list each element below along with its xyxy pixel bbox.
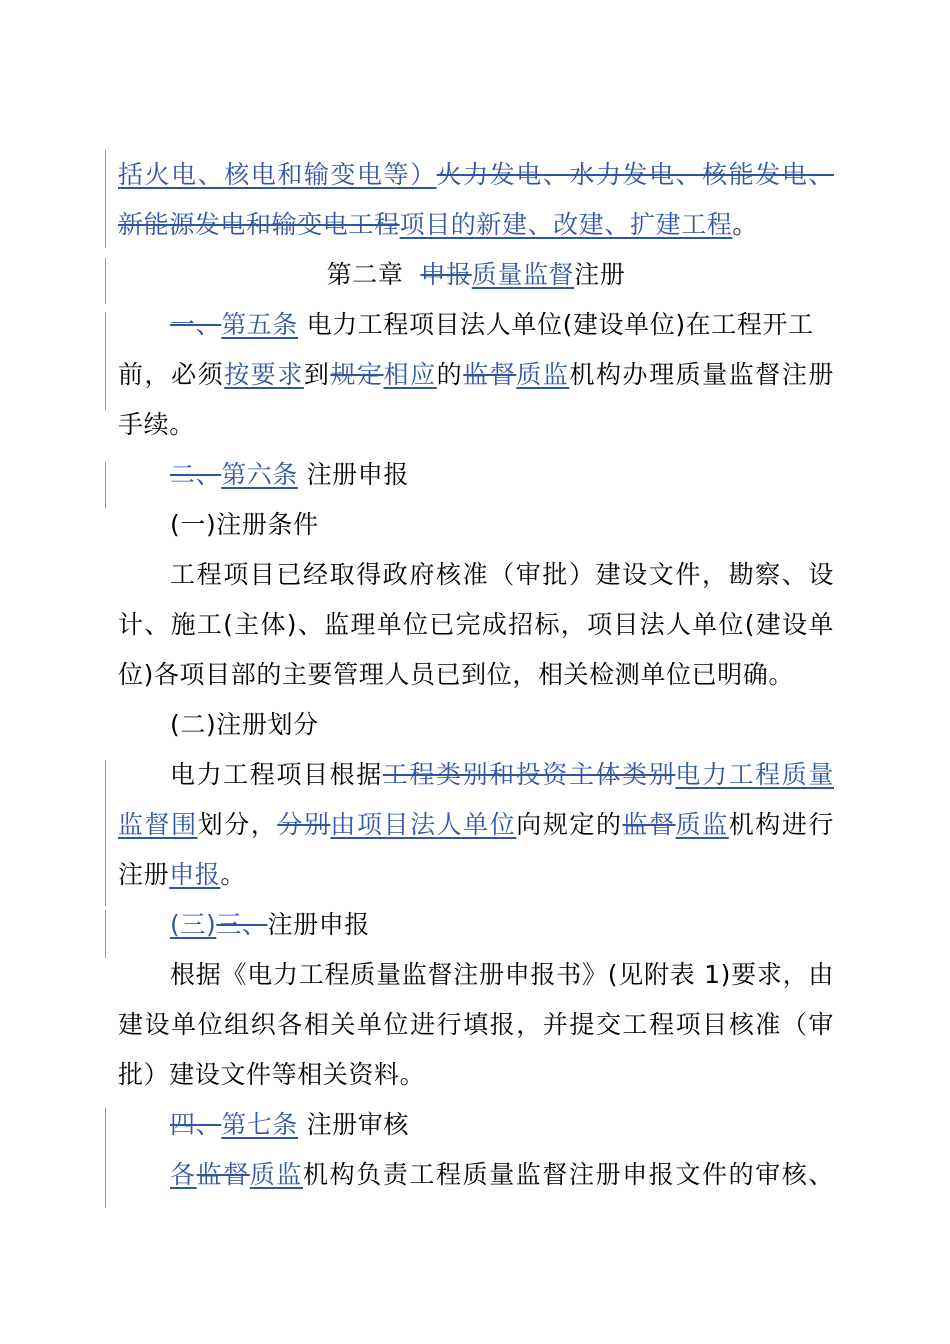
body-text: 电力工程项目根据 — [170, 760, 383, 789]
body-line — [118, 150, 834, 200]
change-bar — [105, 258, 106, 304]
body-text: 划分， — [197, 810, 278, 839]
deleted-text: 监督 — [196, 1160, 250, 1189]
body-line — [118, 1000, 834, 1050]
chapter-heading — [118, 250, 834, 300]
article-number: 第六条 — [221, 460, 299, 489]
deleted-text: 三、 — [216, 910, 268, 939]
body-text: 机构进行 — [728, 810, 834, 839]
inserted-text: 质量监督 — [471, 260, 575, 289]
subheading-text: (二)注册划分 — [170, 710, 319, 739]
article-title: 注册申报 — [306, 460, 409, 489]
deleted-text: 新能源发电和输变电工程 — [118, 210, 400, 239]
body-text: 电力工程项目法人单位(建设单位)在工程开工 — [306, 310, 814, 339]
body-text: 机构负责工程质量监督注册申报文件的审核、 — [303, 1160, 834, 1189]
inserted-text: 监督围 — [118, 810, 198, 839]
article-title: 注册审核 — [306, 1110, 409, 1139]
body-line — [118, 1150, 834, 1200]
body-text: 的 — [436, 360, 464, 389]
article-7-line — [118, 1100, 834, 1150]
article-6-line — [118, 450, 834, 500]
article-5-line — [118, 300, 834, 350]
inserted-text: 质监 — [249, 1160, 304, 1189]
body-line — [118, 1050, 834, 1100]
article-number: 第五条 — [221, 310, 299, 339]
body-text: 根据《电力工程质量监督注册申报书》(见附表 1)要求，由 — [170, 960, 834, 989]
body-line — [118, 400, 834, 450]
body-line — [118, 850, 834, 900]
inserted-text: 项目的新建、改建、扩建工程 — [399, 210, 733, 239]
inserted-text: 电力工程质量 — [675, 760, 834, 789]
deleted-text: 监督 — [622, 810, 676, 839]
deleted-text: 火力发电、水力发电、核能发电、 — [436, 160, 834, 189]
change-bar — [105, 910, 106, 958]
inserted-text: 各 — [170, 1160, 197, 1189]
body-line — [118, 600, 834, 650]
body-text: 注册 — [118, 860, 170, 889]
deleted-text: 四、 — [170, 1110, 222, 1139]
deleted-text: 工程类别和投资主体类别 — [382, 760, 676, 789]
body-text: 向规定的 — [516, 810, 623, 839]
body-text: 。 — [220, 860, 247, 889]
body-line — [118, 550, 834, 600]
change-bar — [105, 312, 106, 410]
inserted-text: 申报 — [169, 860, 221, 889]
body-line — [118, 950, 834, 1000]
inserted-text: 括火电、核电和输变电等） — [118, 160, 437, 189]
body-text: 位)各项目部的主要管理人员已到位，相关检测单位已明确。 — [118, 660, 794, 689]
deleted-text: 申报 — [420, 260, 472, 289]
change-bar — [105, 462, 106, 508]
inserted-text: 按要求 — [224, 360, 304, 389]
subheading-text: 注册申报 — [267, 910, 370, 939]
inserted-text: 由项目法人单位 — [330, 810, 517, 839]
body-text: 机构办理质量监督注册 — [569, 360, 834, 389]
inserted-text: 质监 — [516, 360, 570, 389]
body-line — [118, 200, 834, 250]
deleted-text: 一、 — [170, 310, 222, 339]
chapter-number: 第二章 — [326, 260, 404, 289]
body-line — [118, 650, 834, 700]
document-body — [118, 150, 834, 1200]
body-text: 前，必须 — [118, 360, 225, 389]
inserted-text: (三) — [170, 910, 217, 939]
deleted-text: 分别 — [277, 810, 331, 839]
body-text: 建设单位组织各相关单位进行填报，并提交工程项目核准（审 — [118, 1010, 834, 1039]
body-text: 到 — [303, 360, 331, 389]
deleted-text: 规定 — [330, 360, 384, 389]
deleted-text: 二、 — [170, 460, 222, 489]
body-text: 。 — [732, 210, 759, 239]
chapter-title: 注册 — [574, 260, 626, 289]
subheading — [118, 500, 834, 550]
body-text: 计、施工(主体)、监理单位已完成招标，项目法人单位(建设单 — [118, 610, 834, 639]
subheading-text: (一)注册条件 — [170, 510, 319, 539]
change-bar — [105, 1108, 106, 1208]
inserted-text: 相应 — [383, 360, 437, 389]
change-bar — [105, 150, 106, 248]
body-text: 手续。 — [118, 410, 195, 439]
body-text: 工程项目已经取得政府核准（审批）建设文件，勘察、设 — [170, 560, 834, 589]
inserted-text: 质监 — [675, 810, 729, 839]
subheading — [118, 700, 834, 750]
change-bar — [105, 760, 106, 906]
deleted-text: 监督 — [463, 360, 517, 389]
body-text: 批）建设文件等相关资料。 — [118, 1060, 426, 1089]
subheading — [118, 900, 834, 950]
body-line — [118, 800, 834, 850]
body-line — [118, 750, 834, 800]
body-line — [118, 350, 834, 400]
article-number: 第七条 — [221, 1110, 299, 1139]
